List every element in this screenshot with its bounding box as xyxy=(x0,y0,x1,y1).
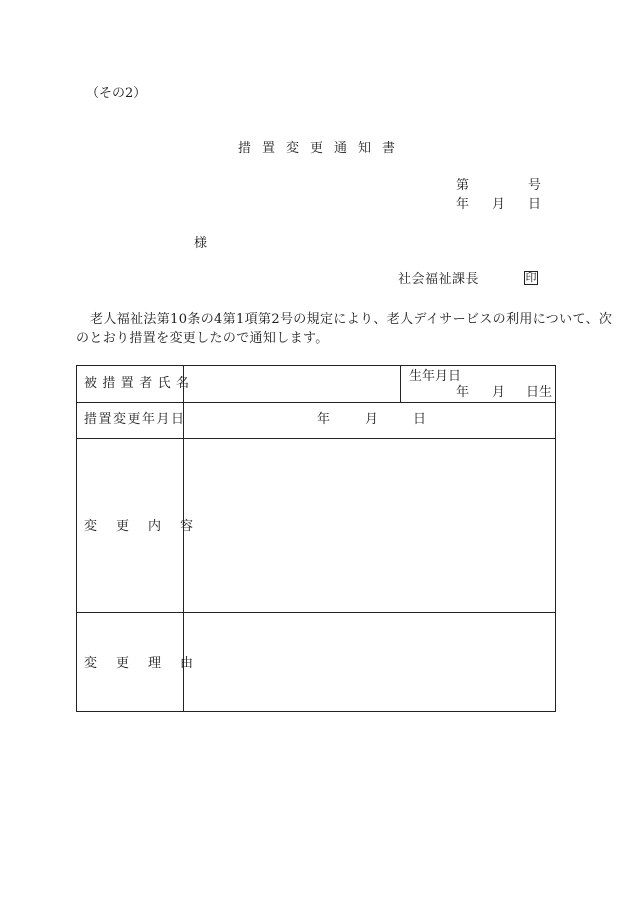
change-year-label: 年 xyxy=(317,412,331,427)
birth-date-label: 生年月日 xyxy=(409,369,462,384)
row-divider-3 xyxy=(77,612,555,613)
content-label: 変更内容 xyxy=(84,519,213,534)
issue-date-day-label: 日 xyxy=(528,197,542,212)
number-suffix: 号 xyxy=(528,178,542,193)
reason-label: 変更理由 xyxy=(84,656,213,671)
birth-month-label: 月 xyxy=(492,385,506,400)
name-label: 被措置者氏名 xyxy=(84,376,195,391)
body-text-line-2: のとおり措置を変更したので通知します。 xyxy=(76,331,329,346)
seal-mark: 印 xyxy=(525,271,537,284)
notice-table xyxy=(76,365,556,712)
addressee-suffix: 様 xyxy=(194,236,208,251)
issue-date-year-label: 年 xyxy=(456,197,470,212)
change-day-label: 日 xyxy=(413,412,427,427)
birth-year-label: 年 xyxy=(456,385,470,400)
document-title: 措置変更通知書 xyxy=(238,141,407,156)
row-divider-1 xyxy=(77,402,555,403)
row-divider-2 xyxy=(77,438,555,439)
number-prefix: 第 xyxy=(456,178,470,193)
change-month-label: 月 xyxy=(365,412,379,427)
birth-day-label: 日生 xyxy=(526,385,553,400)
issue-date-month-label: 月 xyxy=(492,197,506,212)
change-date-label: 措置変更年月日 xyxy=(84,412,186,427)
form-variant-label: （その2） xyxy=(86,86,147,101)
birth-column-divider xyxy=(400,366,401,402)
issuer-title: 社会福祉課長 xyxy=(398,272,480,287)
body-text-line-1: 老人福祉法第10条の4第1項第2号の規定により、老人デイサービスの利用について、次 xyxy=(90,312,613,327)
